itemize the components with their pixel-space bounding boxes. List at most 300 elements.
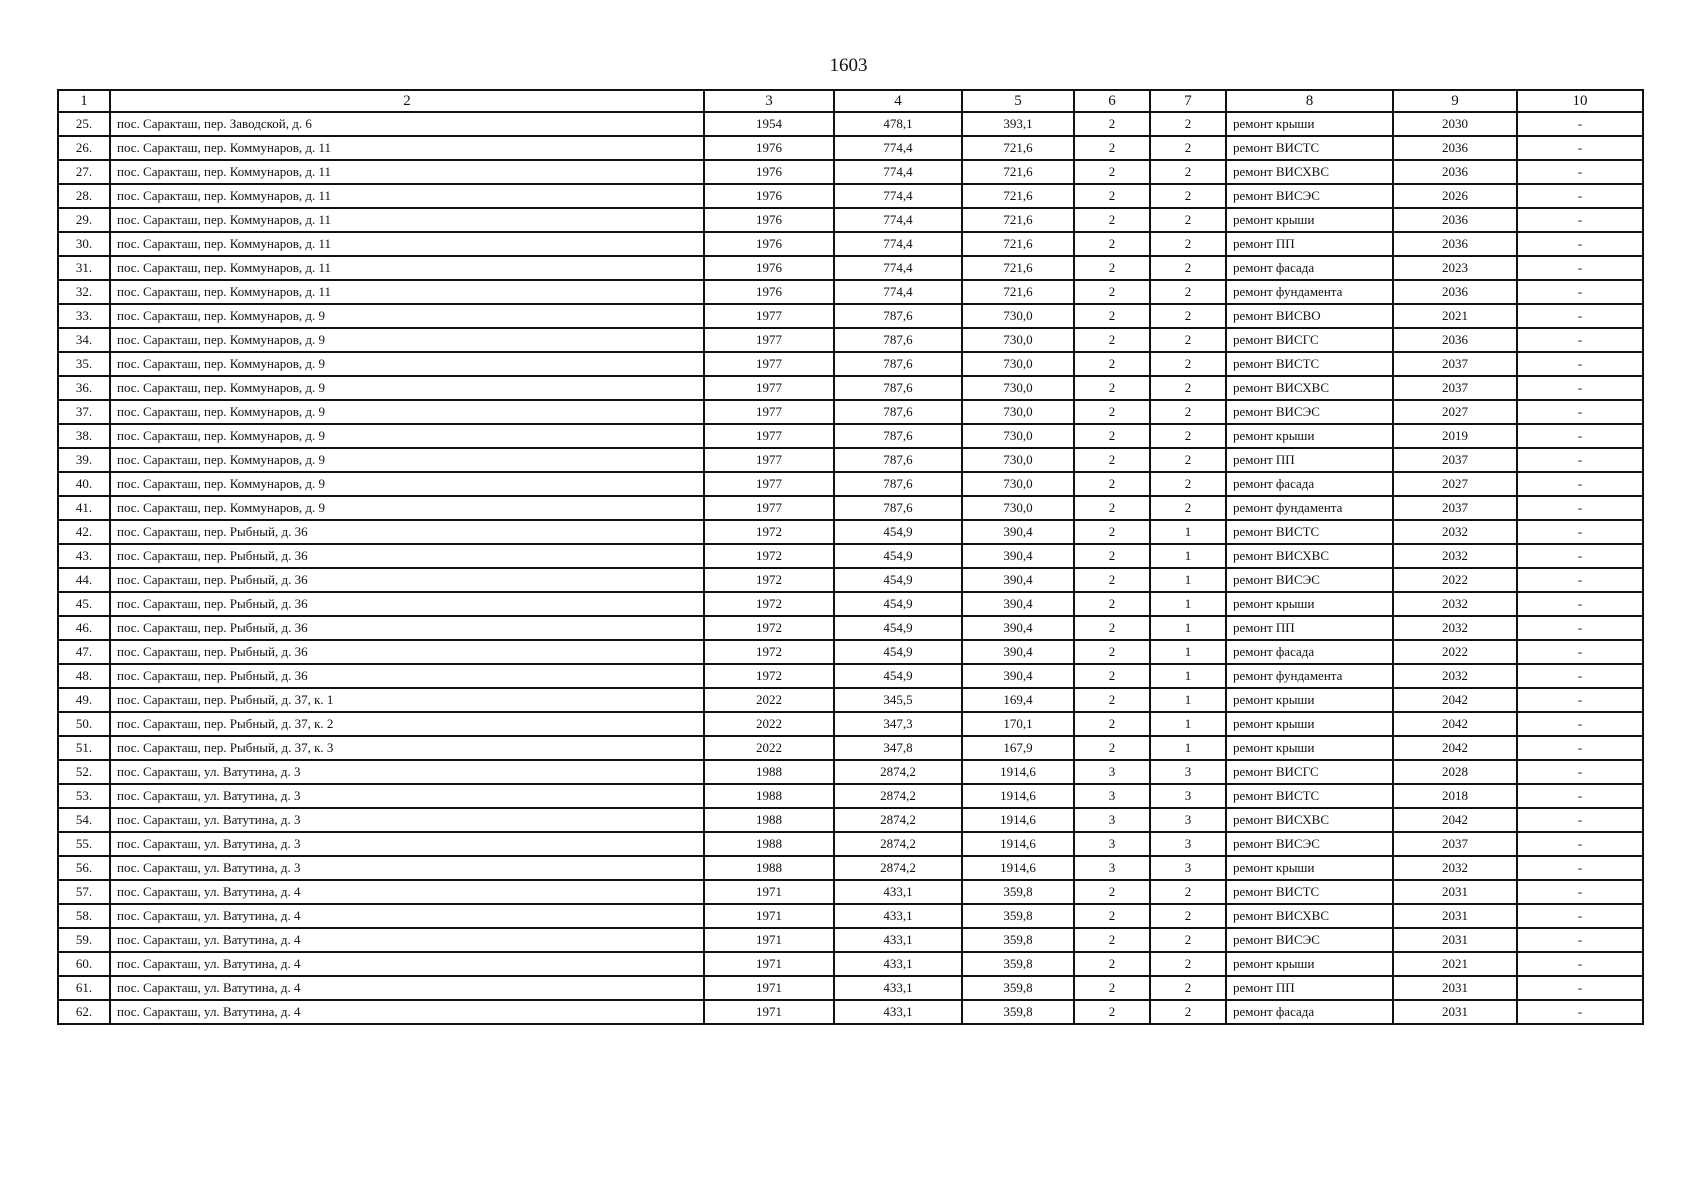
cell-note: - — [1517, 472, 1643, 496]
cell-living-area: 167,9 — [962, 736, 1074, 760]
cell-address: пос. Саракташ, пер. Коммунаров, д. 11 — [110, 256, 704, 280]
cell-floors: 2 — [1074, 952, 1150, 976]
cell-address: пос. Саракташ, ул. Ватутина, д. 4 — [110, 928, 704, 952]
table-row — [58, 160, 1643, 184]
cell-year-built: 2022 — [704, 712, 834, 736]
cell-entrances: 1 — [1150, 616, 1226, 640]
cell-living-area: 730,0 — [962, 448, 1074, 472]
cell-address: пос. Саракташ, пер. Коммунаров, д. 11 — [110, 208, 704, 232]
cell-planned-year: 2036 — [1393, 232, 1517, 256]
cell-entrances: 1 — [1150, 664, 1226, 688]
cell-planned-year: 2042 — [1393, 712, 1517, 736]
cell-planned-year: 2037 — [1393, 352, 1517, 376]
cell-floors: 2 — [1074, 928, 1150, 952]
cell-total-area: 454,9 — [834, 664, 962, 688]
cell-note: - — [1517, 568, 1643, 592]
cell-living-area: 721,6 — [962, 208, 1074, 232]
cell-floors: 2 — [1074, 304, 1150, 328]
cell-address: пос. Саракташ, пер. Рыбный, д. 37, к. 1 — [110, 688, 704, 712]
cell-year-built: 1976 — [704, 184, 834, 208]
cell-floors: 2 — [1074, 232, 1150, 256]
cell-entrances: 2 — [1150, 328, 1226, 352]
cell-entrances: 1 — [1150, 568, 1226, 592]
cell-address: пос. Саракташ, пер. Коммунаров, д. 9 — [110, 304, 704, 328]
cell-living-area: 390,4 — [962, 616, 1074, 640]
cell-entrances: 3 — [1150, 808, 1226, 832]
cell-row-number: 34. — [58, 328, 110, 352]
cell-note: - — [1517, 640, 1643, 664]
cell-planned-year: 2031 — [1393, 928, 1517, 952]
cell-total-area: 774,4 — [834, 160, 962, 184]
column-header-4: 4 — [834, 90, 962, 112]
cell-note: - — [1517, 688, 1643, 712]
cell-repair-type: ремонт фасада — [1226, 256, 1393, 280]
column-header-10: 10 — [1517, 90, 1643, 112]
cell-row-number: 37. — [58, 400, 110, 424]
cell-year-built: 1977 — [704, 376, 834, 400]
cell-address: пос. Саракташ, пер. Коммунаров, д. 11 — [110, 232, 704, 256]
cell-repair-type: ремонт крыши — [1226, 424, 1393, 448]
header-row — [58, 90, 1643, 112]
cell-living-area: 359,8 — [962, 952, 1074, 976]
cell-repair-type: ремонт ВИСТС — [1226, 520, 1393, 544]
cell-living-area: 721,6 — [962, 136, 1074, 160]
cell-repair-type: ремонт ВИСТС — [1226, 880, 1393, 904]
cell-repair-type: ремонт крыши — [1226, 856, 1393, 880]
cell-repair-type: ремонт крыши — [1226, 736, 1393, 760]
cell-note: - — [1517, 616, 1643, 640]
cell-total-area: 787,6 — [834, 352, 962, 376]
cell-planned-year: 2032 — [1393, 664, 1517, 688]
table-row — [58, 832, 1643, 856]
cell-row-number: 54. — [58, 808, 110, 832]
cell-total-area: 454,9 — [834, 568, 962, 592]
cell-year-built: 1977 — [704, 304, 834, 328]
cell-living-area: 1914,6 — [962, 808, 1074, 832]
cell-repair-type: ремонт ВИСГС — [1226, 328, 1393, 352]
cell-address: пос. Саракташ, пер. Коммунаров, д. 9 — [110, 448, 704, 472]
cell-repair-type: ремонт фасада — [1226, 640, 1393, 664]
cell-entrances: 1 — [1150, 520, 1226, 544]
cell-entrances: 1 — [1150, 592, 1226, 616]
table-row — [58, 256, 1643, 280]
cell-entrances: 2 — [1150, 976, 1226, 1000]
cell-note: - — [1517, 856, 1643, 880]
cell-planned-year: 2031 — [1393, 976, 1517, 1000]
cell-note: - — [1517, 952, 1643, 976]
table-row — [58, 640, 1643, 664]
cell-total-area: 774,4 — [834, 280, 962, 304]
cell-living-area: 359,8 — [962, 928, 1074, 952]
cell-repair-type: ремонт ВИСТС — [1226, 784, 1393, 808]
cell-repair-type: ремонт крыши — [1226, 952, 1393, 976]
table-row — [58, 232, 1643, 256]
cell-address: пос. Саракташ, пер. Коммунаров, д. 11 — [110, 136, 704, 160]
cell-planned-year: 2042 — [1393, 808, 1517, 832]
cell-note: - — [1517, 736, 1643, 760]
cell-floors: 2 — [1074, 880, 1150, 904]
cell-address: пос. Саракташ, пер. Рыбный, д. 37, к. 2 — [110, 712, 704, 736]
cell-repair-type: ремонт ПП — [1226, 448, 1393, 472]
cell-note: - — [1517, 184, 1643, 208]
cell-planned-year: 2032 — [1393, 520, 1517, 544]
cell-planned-year: 2027 — [1393, 472, 1517, 496]
cell-total-area: 787,6 — [834, 472, 962, 496]
cell-total-area: 345,5 — [834, 688, 962, 712]
cell-repair-type: ремонт ВИСЭС — [1226, 184, 1393, 208]
table-row — [58, 568, 1643, 592]
cell-address: пос. Саракташ, ул. Ватутина, д. 3 — [110, 808, 704, 832]
cell-floors: 2 — [1074, 712, 1150, 736]
cell-year-built: 1977 — [704, 424, 834, 448]
cell-living-area: 721,6 — [962, 280, 1074, 304]
cell-repair-type: ремонт фундамента — [1226, 664, 1393, 688]
cell-repair-type: ремонт ВИСВО — [1226, 304, 1393, 328]
cell-floors: 2 — [1074, 520, 1150, 544]
cell-planned-year: 2032 — [1393, 856, 1517, 880]
cell-repair-type: ремонт фундамента — [1226, 496, 1393, 520]
cell-repair-type: ремонт фасада — [1226, 1000, 1393, 1024]
cell-note: - — [1517, 1000, 1643, 1024]
cell-living-area: 730,0 — [962, 424, 1074, 448]
cell-address: пос. Саракташ, пер. Рыбный, д. 36 — [110, 544, 704, 568]
cell-entrances: 2 — [1150, 232, 1226, 256]
cell-row-number: 47. — [58, 640, 110, 664]
cell-year-built: 1988 — [704, 856, 834, 880]
table-row — [58, 664, 1643, 688]
cell-total-area: 787,6 — [834, 328, 962, 352]
cell-living-area: 393,1 — [962, 112, 1074, 136]
cell-living-area: 730,0 — [962, 304, 1074, 328]
cell-address: пос. Саракташ, пер. Рыбный, д. 36 — [110, 520, 704, 544]
cell-total-area: 787,6 — [834, 424, 962, 448]
cell-note: - — [1517, 112, 1643, 136]
cell-floors: 2 — [1074, 208, 1150, 232]
cell-repair-type: ремонт ВИСГС — [1226, 760, 1393, 784]
cell-total-area: 2874,2 — [834, 808, 962, 832]
cell-total-area: 774,4 — [834, 184, 962, 208]
cell-row-number: 46. — [58, 616, 110, 640]
cell-year-built: 1972 — [704, 640, 834, 664]
cell-planned-year: 2036 — [1393, 328, 1517, 352]
cell-living-area: 730,0 — [962, 400, 1074, 424]
cell-repair-type: ремонт ПП — [1226, 976, 1393, 1000]
cell-planned-year: 2022 — [1393, 568, 1517, 592]
cell-planned-year: 2026 — [1393, 184, 1517, 208]
cell-repair-type: ремонт фасада — [1226, 472, 1393, 496]
cell-total-area: 433,1 — [834, 976, 962, 1000]
cell-note: - — [1517, 400, 1643, 424]
cell-floors: 2 — [1074, 424, 1150, 448]
cell-planned-year: 2036 — [1393, 208, 1517, 232]
cell-entrances: 1 — [1150, 712, 1226, 736]
cell-total-area: 478,1 — [834, 112, 962, 136]
cell-planned-year: 2032 — [1393, 592, 1517, 616]
table-row — [58, 928, 1643, 952]
table-row — [58, 592, 1643, 616]
cell-row-number: 25. — [58, 112, 110, 136]
cell-floors: 2 — [1074, 592, 1150, 616]
cell-note: - — [1517, 352, 1643, 376]
cell-row-number: 50. — [58, 712, 110, 736]
cell-row-number: 57. — [58, 880, 110, 904]
table-row — [58, 520, 1643, 544]
cell-total-area: 787,6 — [834, 496, 962, 520]
cell-floors: 2 — [1074, 736, 1150, 760]
cell-planned-year: 2031 — [1393, 904, 1517, 928]
cell-planned-year: 2032 — [1393, 544, 1517, 568]
cell-entrances: 2 — [1150, 304, 1226, 328]
cell-repair-type: ремонт ВИСЭС — [1226, 568, 1393, 592]
cell-note: - — [1517, 808, 1643, 832]
cell-total-area: 454,9 — [834, 592, 962, 616]
table-row — [58, 784, 1643, 808]
cell-living-area: 170,1 — [962, 712, 1074, 736]
table-row — [58, 400, 1643, 424]
cell-total-area: 2874,2 — [834, 784, 962, 808]
cell-address: пос. Саракташ, ул. Ватутина, д. 3 — [110, 760, 704, 784]
cell-row-number: 38. — [58, 424, 110, 448]
column-header-7: 7 — [1150, 90, 1226, 112]
cell-floors: 3 — [1074, 784, 1150, 808]
cell-entrances: 1 — [1150, 736, 1226, 760]
cell-total-area: 454,9 — [834, 544, 962, 568]
cell-address: пос. Саракташ, пер. Коммунаров, д. 11 — [110, 160, 704, 184]
cell-total-area: 2874,2 — [834, 856, 962, 880]
table-row — [58, 328, 1643, 352]
cell-entrances: 2 — [1150, 112, 1226, 136]
cell-address: пос. Саракташ, пер. Коммунаров, д. 9 — [110, 424, 704, 448]
cell-address: пос. Саракташ, ул. Ватутина, д. 3 — [110, 784, 704, 808]
cell-floors: 2 — [1074, 616, 1150, 640]
cell-living-area: 390,4 — [962, 640, 1074, 664]
cell-floors: 3 — [1074, 808, 1150, 832]
cell-address: пос. Саракташ, пер. Рыбный, д. 36 — [110, 592, 704, 616]
cell-note: - — [1517, 928, 1643, 952]
cell-repair-type: ремонт ВИСЭС — [1226, 832, 1393, 856]
cell-row-number: 56. — [58, 856, 110, 880]
table-row — [58, 304, 1643, 328]
cell-planned-year: 2036 — [1393, 136, 1517, 160]
cell-planned-year: 2018 — [1393, 784, 1517, 808]
cell-repair-type: ремонт крыши — [1226, 208, 1393, 232]
column-header-2: 2 — [110, 90, 704, 112]
cell-year-built: 1988 — [704, 832, 834, 856]
cell-total-area: 433,1 — [834, 1000, 962, 1024]
cell-planned-year: 2023 — [1393, 256, 1517, 280]
cell-repair-type: ремонт фундамента — [1226, 280, 1393, 304]
cell-address: пос. Саракташ, ул. Ватутина, д. 4 — [110, 1000, 704, 1024]
cell-note: - — [1517, 904, 1643, 928]
cell-entrances: 2 — [1150, 496, 1226, 520]
cell-entrances: 2 — [1150, 280, 1226, 304]
cell-planned-year: 2037 — [1393, 496, 1517, 520]
cell-repair-type: ремонт ПП — [1226, 232, 1393, 256]
cell-total-area: 774,4 — [834, 136, 962, 160]
cell-entrances: 2 — [1150, 208, 1226, 232]
column-header-5: 5 — [962, 90, 1074, 112]
cell-address: пос. Саракташ, пер. Рыбный, д. 36 — [110, 640, 704, 664]
cell-entrances: 2 — [1150, 160, 1226, 184]
cell-year-built: 1976 — [704, 136, 834, 160]
table-row — [58, 424, 1643, 448]
cell-year-built: 1971 — [704, 880, 834, 904]
table-row — [58, 376, 1643, 400]
cell-year-built: 1972 — [704, 568, 834, 592]
cell-repair-type: ремонт ВИСХВС — [1226, 376, 1393, 400]
cell-address: пос. Саракташ, пер. Коммунаров, д. 9 — [110, 376, 704, 400]
repair-schedule-table — [57, 89, 1644, 1025]
cell-address: пос. Саракташ, пер. Рыбный, д. 36 — [110, 616, 704, 640]
cell-year-built: 1972 — [704, 520, 834, 544]
cell-address: пос. Саракташ, пер. Рыбный, д. 36 — [110, 568, 704, 592]
cell-year-built: 1971 — [704, 976, 834, 1000]
cell-total-area: 774,4 — [834, 232, 962, 256]
cell-entrances: 1 — [1150, 544, 1226, 568]
cell-floors: 3 — [1074, 760, 1150, 784]
cell-living-area: 730,0 — [962, 352, 1074, 376]
cell-note: - — [1517, 280, 1643, 304]
cell-year-built: 1977 — [704, 448, 834, 472]
cell-entrances: 1 — [1150, 640, 1226, 664]
cell-floors: 2 — [1074, 400, 1150, 424]
cell-year-built: 1977 — [704, 328, 834, 352]
cell-floors: 2 — [1074, 136, 1150, 160]
cell-floors: 2 — [1074, 568, 1150, 592]
cell-address: пос. Саракташ, пер. Коммунаров, д. 9 — [110, 496, 704, 520]
cell-living-area: 730,0 — [962, 496, 1074, 520]
cell-planned-year: 2031 — [1393, 1000, 1517, 1024]
cell-repair-type: ремонт ВИСЭС — [1226, 400, 1393, 424]
cell-address: пос. Саракташ, пер. Коммунаров, д. 9 — [110, 352, 704, 376]
cell-entrances: 2 — [1150, 256, 1226, 280]
cell-address: пос. Саракташ, пер. Коммунаров, д. 9 — [110, 472, 704, 496]
cell-entrances: 2 — [1150, 448, 1226, 472]
cell-entrances: 2 — [1150, 472, 1226, 496]
cell-entrances: 2 — [1150, 880, 1226, 904]
cell-row-number: 44. — [58, 568, 110, 592]
table-row — [58, 496, 1643, 520]
table-row — [58, 616, 1643, 640]
cell-total-area: 347,8 — [834, 736, 962, 760]
column-header-6: 6 — [1074, 90, 1150, 112]
cell-planned-year: 2031 — [1393, 880, 1517, 904]
cell-floors: 2 — [1074, 496, 1150, 520]
cell-row-number: 53. — [58, 784, 110, 808]
cell-living-area: 721,6 — [962, 184, 1074, 208]
cell-living-area: 1914,6 — [962, 760, 1074, 784]
table-row — [58, 736, 1643, 760]
cell-floors: 2 — [1074, 640, 1150, 664]
table-row — [58, 1000, 1643, 1024]
cell-address: пос. Саракташ, ул. Ватутина, д. 4 — [110, 880, 704, 904]
cell-year-built: 1976 — [704, 280, 834, 304]
cell-living-area: 1914,6 — [962, 784, 1074, 808]
cell-row-number: 59. — [58, 928, 110, 952]
cell-address: пос. Саракташ, пер. Рыбный, д. 37, к. 3 — [110, 736, 704, 760]
cell-year-built: 1971 — [704, 928, 834, 952]
table-row — [58, 112, 1643, 136]
cell-note: - — [1517, 592, 1643, 616]
cell-planned-year: 2019 — [1393, 424, 1517, 448]
table-row — [58, 808, 1643, 832]
cell-planned-year: 2037 — [1393, 376, 1517, 400]
cell-entrances: 3 — [1150, 856, 1226, 880]
cell-row-number: 32. — [58, 280, 110, 304]
cell-row-number: 26. — [58, 136, 110, 160]
cell-floors: 2 — [1074, 664, 1150, 688]
cell-living-area: 730,0 — [962, 376, 1074, 400]
cell-floors: 2 — [1074, 328, 1150, 352]
cell-floors: 2 — [1074, 112, 1150, 136]
cell-note: - — [1517, 160, 1643, 184]
column-header-9: 9 — [1393, 90, 1517, 112]
cell-floors: 2 — [1074, 280, 1150, 304]
cell-note: - — [1517, 520, 1643, 544]
cell-row-number: 27. — [58, 160, 110, 184]
cell-row-number: 42. — [58, 520, 110, 544]
cell-repair-type: ремонт ВИСТС — [1226, 136, 1393, 160]
cell-living-area: 169,4 — [962, 688, 1074, 712]
cell-address: пос. Саракташ, пер. Рыбный, д. 36 — [110, 664, 704, 688]
cell-floors: 2 — [1074, 976, 1150, 1000]
cell-row-number: 58. — [58, 904, 110, 928]
cell-total-area: 347,3 — [834, 712, 962, 736]
cell-planned-year: 2036 — [1393, 280, 1517, 304]
cell-entrances: 3 — [1150, 760, 1226, 784]
cell-floors: 2 — [1074, 472, 1150, 496]
cell-living-area: 390,4 — [962, 520, 1074, 544]
cell-year-built: 1954 — [704, 112, 834, 136]
table-row — [58, 760, 1643, 784]
cell-address: пос. Саракташ, ул. Ватутина, д. 3 — [110, 856, 704, 880]
cell-total-area: 787,6 — [834, 448, 962, 472]
cell-total-area: 2874,2 — [834, 832, 962, 856]
column-header-8: 8 — [1226, 90, 1393, 112]
cell-floors: 2 — [1074, 544, 1150, 568]
cell-address: пос. Саракташ, ул. Ватутина, д. 4 — [110, 904, 704, 928]
cell-row-number: 49. — [58, 688, 110, 712]
cell-floors: 3 — [1074, 832, 1150, 856]
cell-note: - — [1517, 496, 1643, 520]
cell-note: - — [1517, 832, 1643, 856]
cell-floors: 2 — [1074, 160, 1150, 184]
cell-floors: 2 — [1074, 376, 1150, 400]
table-row — [58, 856, 1643, 880]
cell-row-number: 60. — [58, 952, 110, 976]
cell-total-area: 774,4 — [834, 256, 962, 280]
cell-address: пос. Саракташ, ул. Ватутина, д. 4 — [110, 952, 704, 976]
cell-address: пос. Саракташ, ул. Ватутина, д. 4 — [110, 976, 704, 1000]
cell-living-area: 390,4 — [962, 592, 1074, 616]
cell-row-number: 30. — [58, 232, 110, 256]
column-header-3: 3 — [704, 90, 834, 112]
cell-planned-year: 2037 — [1393, 832, 1517, 856]
cell-year-built: 1972 — [704, 616, 834, 640]
cell-note: - — [1517, 976, 1643, 1000]
cell-floors: 2 — [1074, 184, 1150, 208]
cell-total-area: 787,6 — [834, 376, 962, 400]
cell-floors: 2 — [1074, 256, 1150, 280]
cell-planned-year: 2037 — [1393, 448, 1517, 472]
cell-note: - — [1517, 136, 1643, 160]
cell-planned-year: 2036 — [1393, 160, 1517, 184]
cell-living-area: 721,6 — [962, 160, 1074, 184]
cell-year-built: 1988 — [704, 760, 834, 784]
cell-row-number: 36. — [58, 376, 110, 400]
cell-entrances: 2 — [1150, 424, 1226, 448]
table-row — [58, 280, 1643, 304]
